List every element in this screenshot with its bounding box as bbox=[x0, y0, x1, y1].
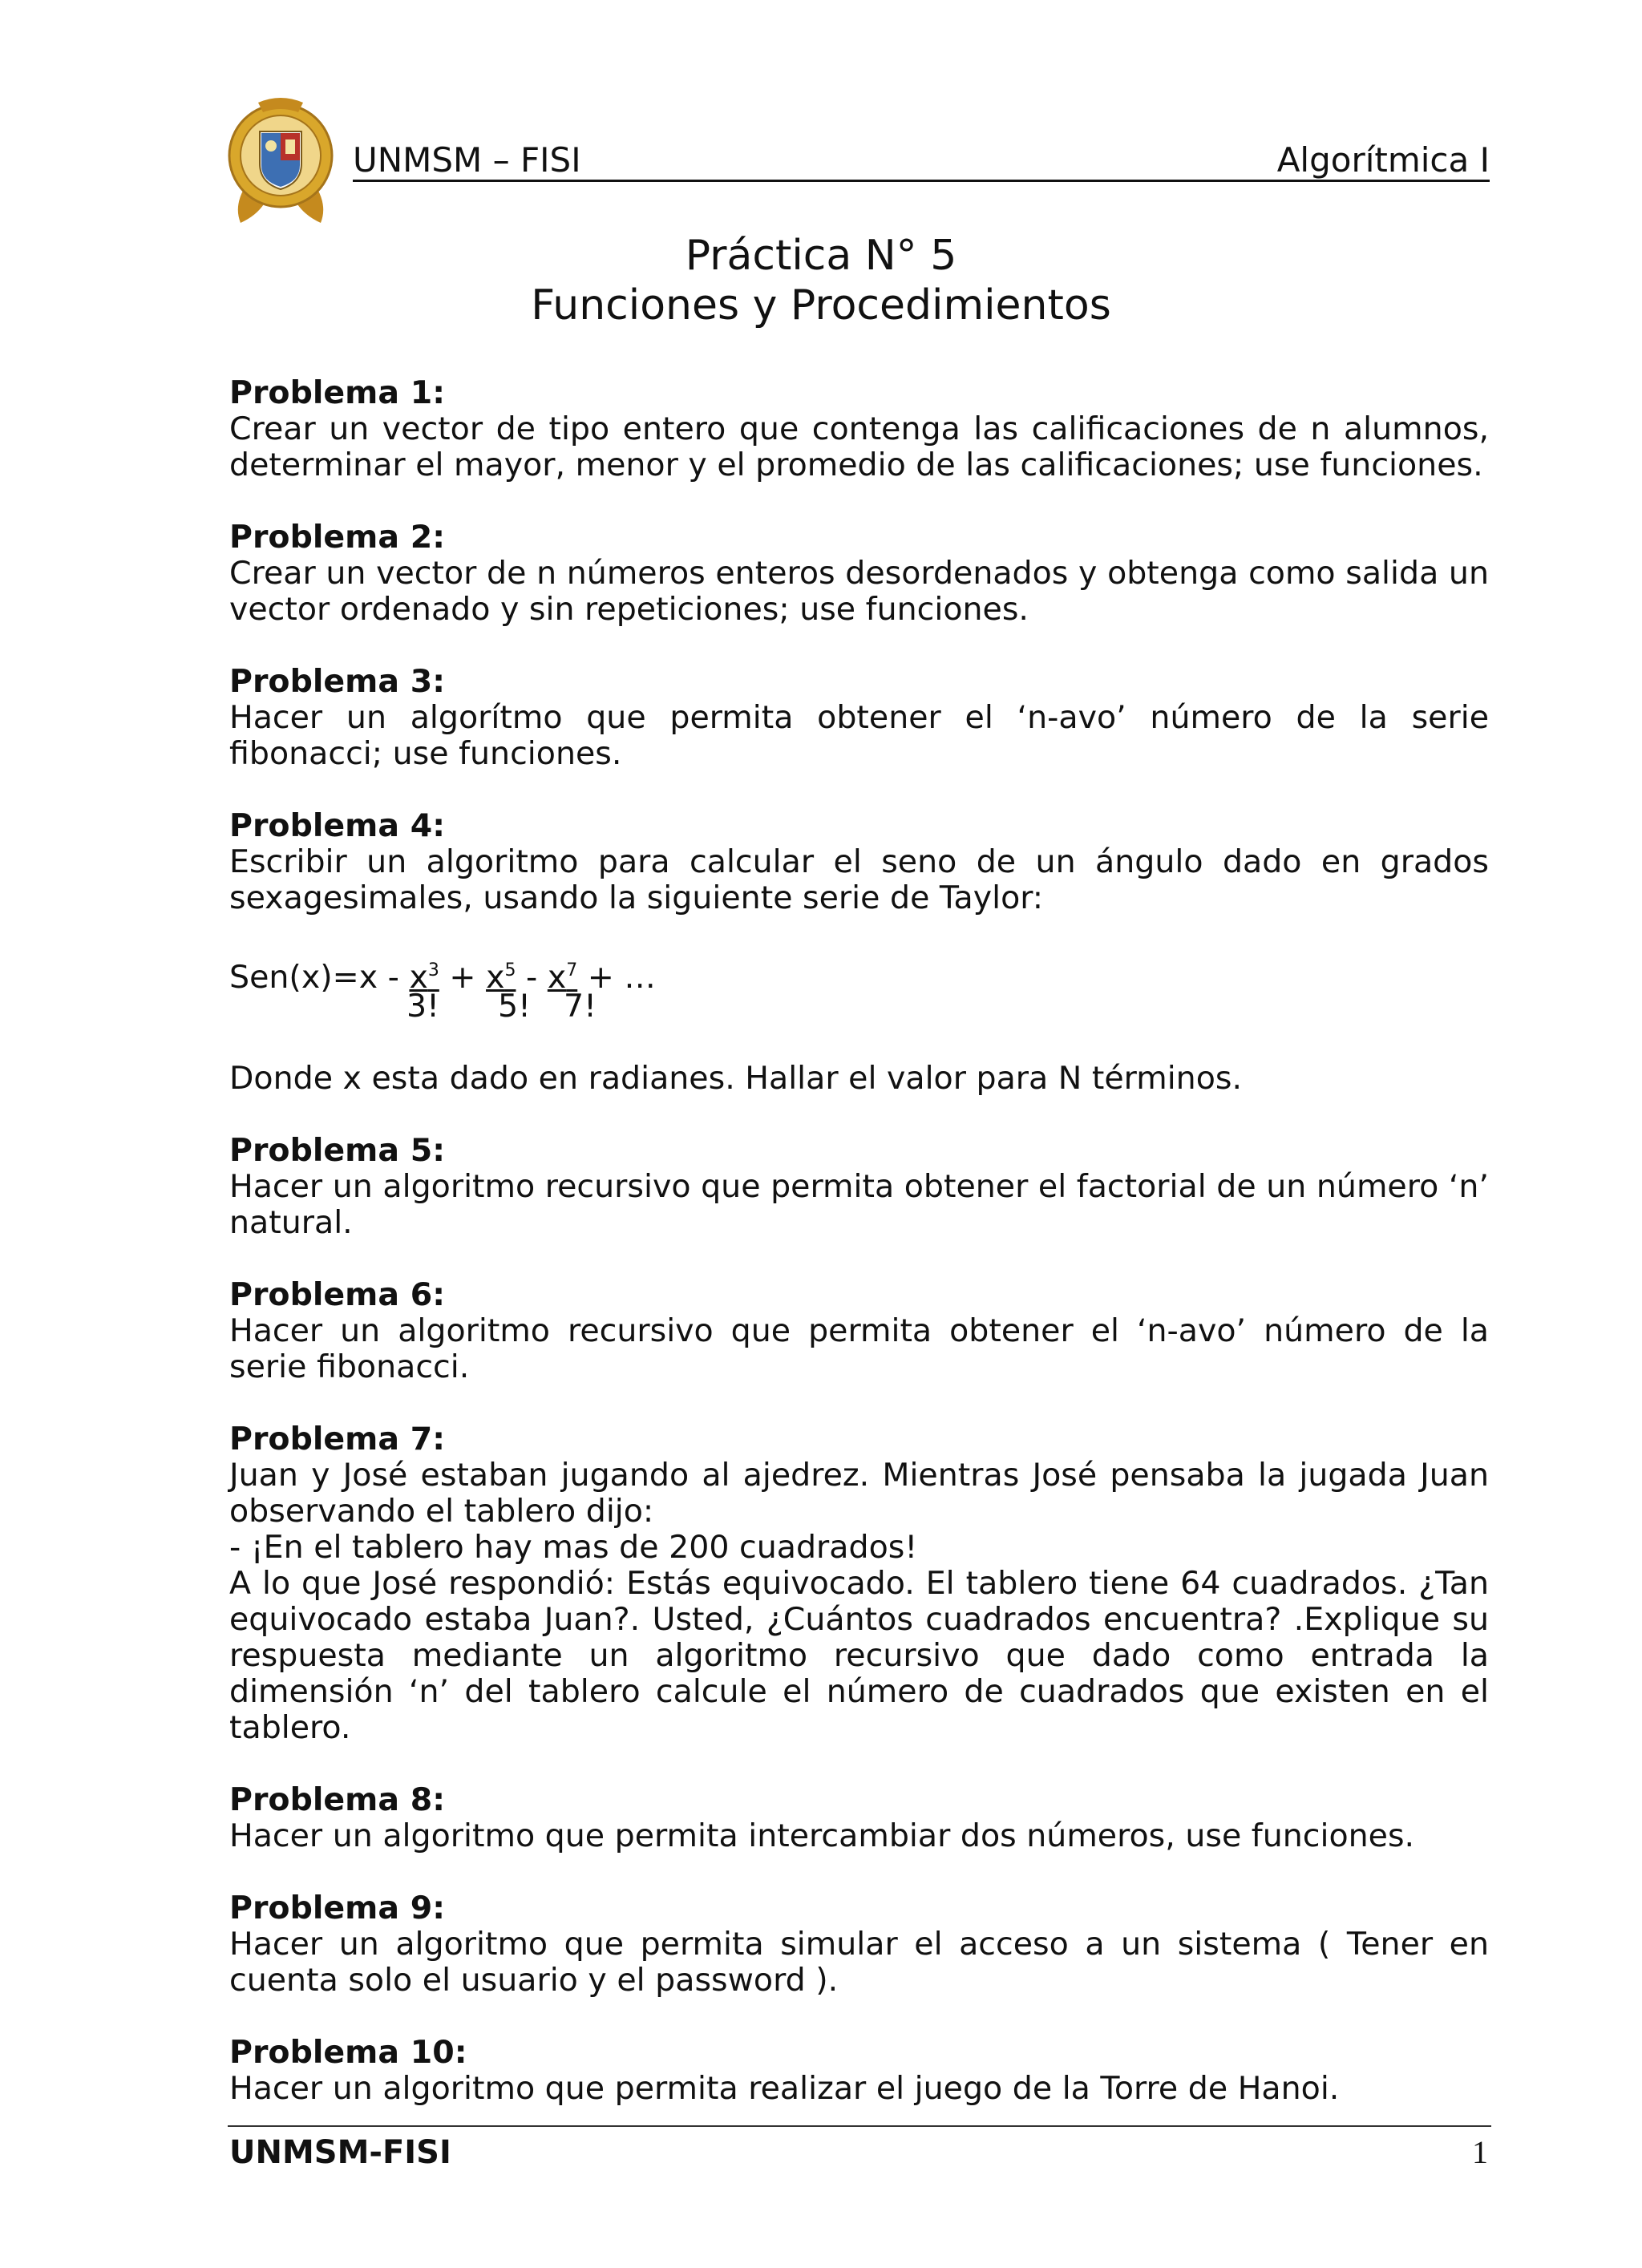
problem-heading: Problema 10: bbox=[229, 2034, 467, 2071]
problem-text: Hacer un algoritmo que permita intercambiar dos números, use funciones. bbox=[229, 1817, 1415, 1854]
practice-subtitle: Funciones y Procedimientos bbox=[531, 281, 1111, 329]
formula-denominator-2: 5! bbox=[498, 988, 531, 1025]
formula-exponent: 3 bbox=[427, 960, 439, 980]
problem-note: Donde x esta dado en radianes. Hallar el valor para N términos. bbox=[229, 1060, 1243, 1097]
problem-heading: Problema 3: bbox=[229, 663, 446, 700]
problem-3 bbox=[229, 664, 1489, 772]
formula-operator: + bbox=[439, 959, 487, 996]
header-course: Algorítmica I bbox=[1276, 140, 1490, 180]
problem-8 bbox=[229, 1782, 1489, 1854]
formula-denominator-1: 3! bbox=[406, 988, 439, 1025]
taylor-series-formula bbox=[229, 952, 1489, 1025]
formula-prefix: Sen(x)=x - bbox=[229, 959, 410, 996]
formula-operator: - bbox=[516, 959, 548, 996]
problem-text: Hacer un algoritmo que permita simular el acceso a un sistema ( Tener en cuenta solo el usuario y el password ). bbox=[229, 1926, 1489, 1999]
problem-7 bbox=[229, 1421, 1489, 1746]
problem-heading: Problema 5: bbox=[229, 1132, 446, 1169]
problem-10 bbox=[229, 2035, 1489, 2107]
problem-heading: Problema 1: bbox=[229, 374, 446, 411]
header-rule bbox=[353, 180, 1490, 182]
formula-denominators bbox=[229, 988, 1489, 1025]
footer-rule bbox=[228, 2125, 1491, 2127]
problem-text: Crear un vector de tipo entero que contenga las calificaciones de n alumnos, determinar el mayor, menor y el promedio de las calificaciones; use funciones. bbox=[229, 410, 1489, 483]
formula-base: x bbox=[409, 959, 428, 996]
problem-list bbox=[229, 375, 1489, 2107]
problem-text: A lo que José respondió: Estás equivocado. El tablero tiene 64 cuadrados. ¿Tan equivocado estaba Juan?. Usted, ¿Cuántos cuadrados encuentra? .Explique su respuesta mediante un algoritmo recursivo que dado como entrada la dimensión ‘n’ del tablero calcule el número de cuadrados que existen en el tablero. bbox=[229, 1565, 1489, 1746]
problem-1 bbox=[229, 375, 1489, 483]
problem-text: Hacer un algoritmo que permita realizar el juego de la Torre de Hanoi. bbox=[229, 2070, 1340, 2107]
formula-denominator-3: 7! bbox=[564, 988, 597, 1025]
formula-base: x bbox=[547, 959, 567, 996]
header-institution: UNMSM – FISI bbox=[353, 140, 581, 180]
problem-9 bbox=[229, 1890, 1489, 1999]
problem-heading: Problema 6: bbox=[229, 1276, 446, 1313]
problem-heading: Problema 4: bbox=[229, 807, 446, 844]
problem-heading: Problema 7: bbox=[229, 1421, 446, 1457]
formula-numerators bbox=[229, 952, 1489, 996]
problem-2 bbox=[229, 519, 1489, 628]
problem-text: Escribir un algoritmo para calcular el seno de un ángulo dado en grados sexagesimales, usando la siguiente serie de Taylor: bbox=[229, 843, 1489, 916]
problem-text: Juan y José estaban jugando al ajedrez. Mientras José pensaba la jugada Juan observando el tablero dijo: bbox=[229, 1457, 1489, 1530]
practice-title: Práctica N° 5 bbox=[685, 232, 957, 280]
problem-text: Hacer un algoritmo recursivo que permita obtener el ‘n-avo’ número de la serie fibonacci. bbox=[229, 1312, 1489, 1385]
problem-text: Hacer un algoritmo recursivo que permita obtener el factorial de un número ‘n’ natural. bbox=[229, 1168, 1489, 1241]
formula-exponent: 5 bbox=[504, 960, 516, 980]
problem-5 bbox=[229, 1133, 1489, 1241]
problem-text: Hacer un algorítmo que permita obtener el ‘n-avo’ número de la serie fibonacci; use funciones. bbox=[229, 699, 1489, 772]
problem-4 bbox=[229, 808, 1489, 1097]
footer-institution: UNMSM-FISI bbox=[229, 2134, 451, 2171]
page-number: 1 bbox=[1472, 2134, 1488, 2170]
problem-heading: Problema 2: bbox=[229, 519, 446, 556]
problem-heading: Problema 9: bbox=[229, 1890, 446, 1926]
problem-6 bbox=[229, 1277, 1489, 1385]
formula-exponent: 7 bbox=[566, 960, 578, 980]
problem-text: Crear un vector de n números enteros desordenados y obtenga como salida un vector ordenado y sin repeticiones; use funciones. bbox=[229, 555, 1489, 628]
problem-quote: - ¡En el tablero hay mas de 200 cuadrados! bbox=[229, 1529, 918, 1566]
formula-suffix: + … bbox=[577, 959, 656, 996]
problem-heading: Problema 8: bbox=[229, 1781, 446, 1818]
university-seal-logo bbox=[226, 95, 335, 228]
formula-base: x bbox=[486, 959, 505, 996]
